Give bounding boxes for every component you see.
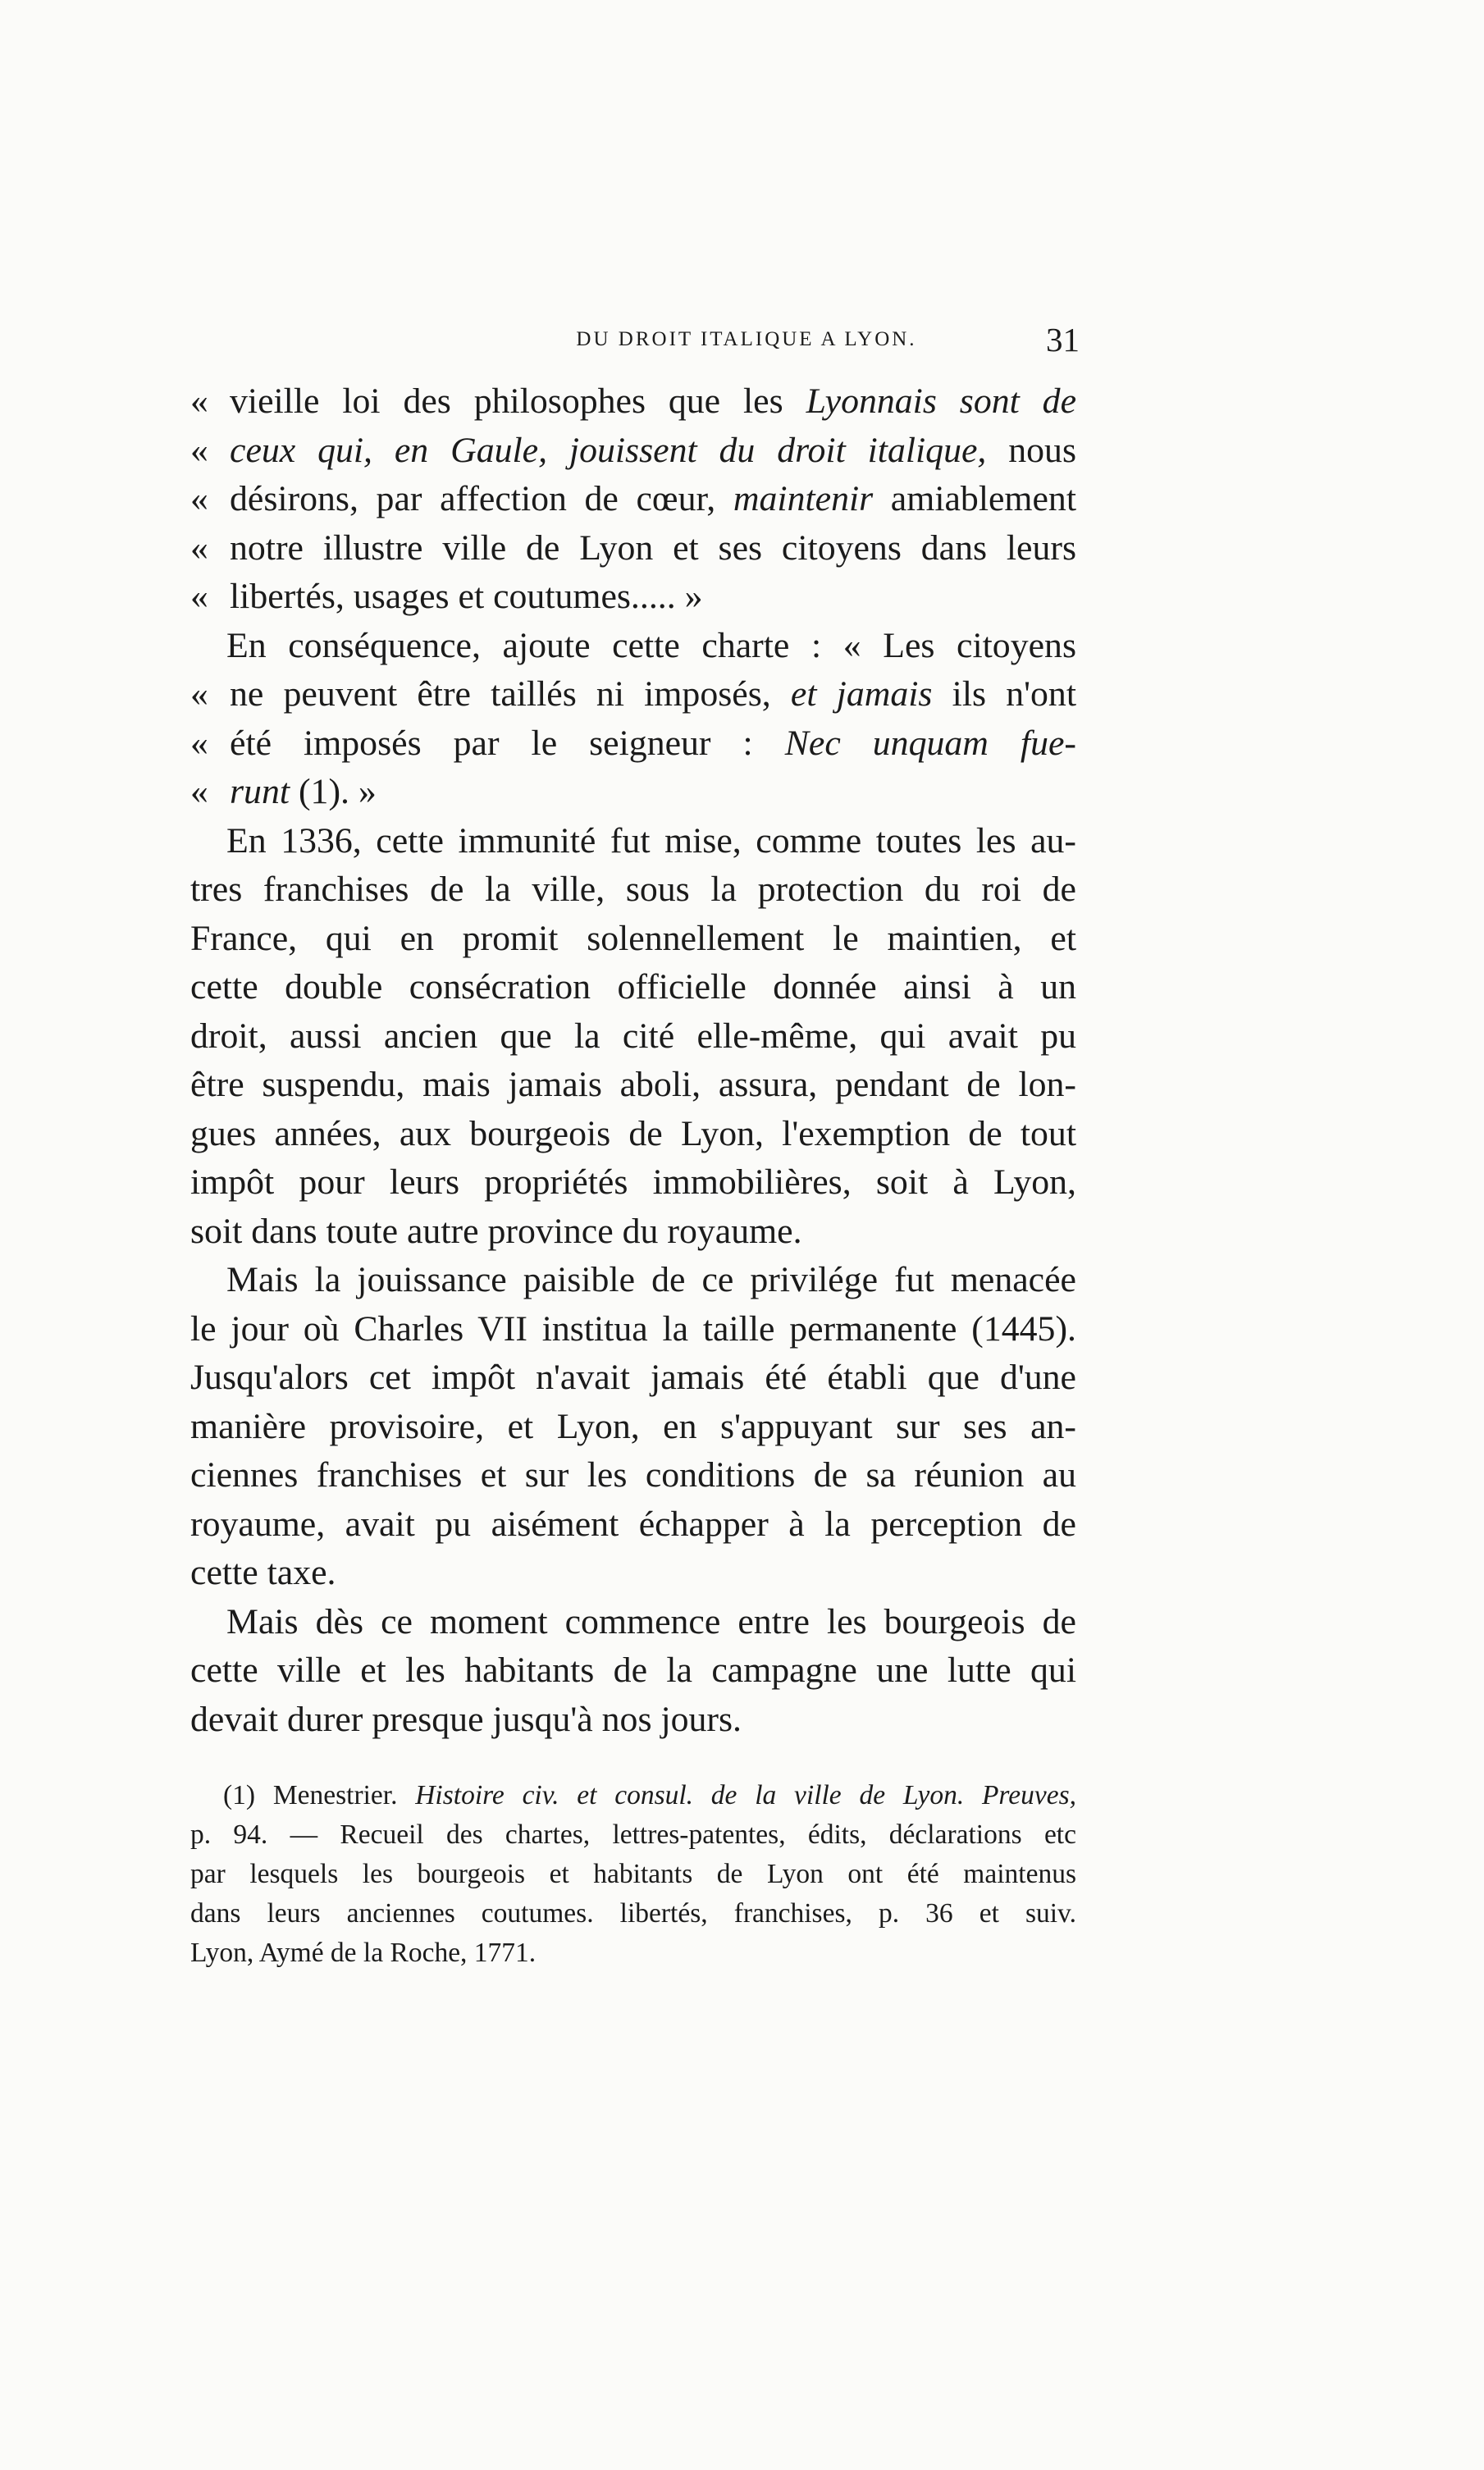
footnote-line: (1) Menestrier. Histoire civ. et consul. de la ville de Lyon. Preuves, [223, 1780, 1076, 1810]
footnote-line: p. 94. — Recueil des chartes, lettres-patentes, édits, déclarations etc [190, 1819, 1076, 1850]
footnote [190, 1776, 1076, 1973]
text-line: le jour où Charles VII institua la taille permanente (1445). [190, 1308, 1076, 1349]
text-line: « runt (1). » [190, 772, 377, 811]
text-line: En 1336, cette immunité fut mise, comme toutes les au- [226, 820, 1076, 861]
text-line: Jusqu'alors cet impôt n'avait jamais été établi que d'une [190, 1358, 1076, 1397]
text-line: manière provisoire, et Lyon, en s'appuyant sur ses an- [190, 1406, 1076, 1446]
text-line: « vieille loi des philosophes que les Lyonnais sont de [190, 381, 1077, 421]
text-line: droit, aussi ancien que la cité elle-même, qui avait pu [190, 1016, 1076, 1056]
text-line: cette double consécration officielle donnée ainsi à un [190, 967, 1076, 1007]
text-line: royaume, avait pu aisément échapper à la perception de [190, 1504, 1076, 1544]
page-number: 31 [1046, 321, 1080, 358]
text-line: « libertés, usages et coutumes..... » [190, 577, 703, 616]
text-line: ciennes franchises et sur les conditions de sa réunion au [190, 1455, 1076, 1495]
running-header: DU DROIT ITALIQUE A LYON. [576, 328, 917, 350]
text-line: être suspendu, mais jamais aboli, assura, pendant de lon- [190, 1065, 1076, 1104]
footnote-line: Lyon, Aymé de la Roche, 1771. [190, 1938, 537, 1968]
text-line: France, qui en promit solennellement le maintien, et [190, 918, 1076, 958]
text-line: En conséquence, ajoute cette charte : « Les citoyens [226, 625, 1076, 665]
text-line: cette ville et les habitants de la campagne une lutte qui [190, 1650, 1076, 1690]
text-line: « été imposés par le seigneur : Nec unquam fue- [190, 723, 1076, 763]
text-line: Mais la jouissance paisible de ce privilége fut menacée [226, 1260, 1076, 1299]
text-line: Mais dès ce moment commence entre les bourgeois de [226, 1601, 1076, 1641]
text-line: « ceux qui, en Gaule, jouissent du droit italique, nous [190, 430, 1076, 470]
text-line: « désirons, par affection de cœur, maintenir amiablement [190, 479, 1076, 518]
text-line: cette taxe. [190, 1553, 336, 1592]
text-line: soit dans toute autre province du royaume. [190, 1211, 802, 1251]
text-line: « notre illustre ville de Lyon et ses citoyens dans leurs [190, 527, 1076, 568]
text-line: gues années, aux bourgeois de Lyon, l'exemption de tout [190, 1113, 1076, 1153]
text-line: impôt pour leurs propriétés immobilières, soit à Lyon, [190, 1162, 1076, 1202]
footnote-line: dans leurs anciennes coutumes. libertés, franchises, p. 36 et suiv. [190, 1898, 1076, 1929]
body-text [190, 377, 1076, 1744]
text-line: tres franchises de la ville, sous la protection du roi de [190, 870, 1076, 909]
text-line: « ne peuvent être taillés ni imposés, et jamais ils n'ont [190, 674, 1076, 714]
footnote-line: par lesquels les bourgeois et habitants de Lyon ont été maintenus [190, 1859, 1076, 1889]
text-line: devait durer presque jusqu'à nos jours. [190, 1699, 742, 1739]
